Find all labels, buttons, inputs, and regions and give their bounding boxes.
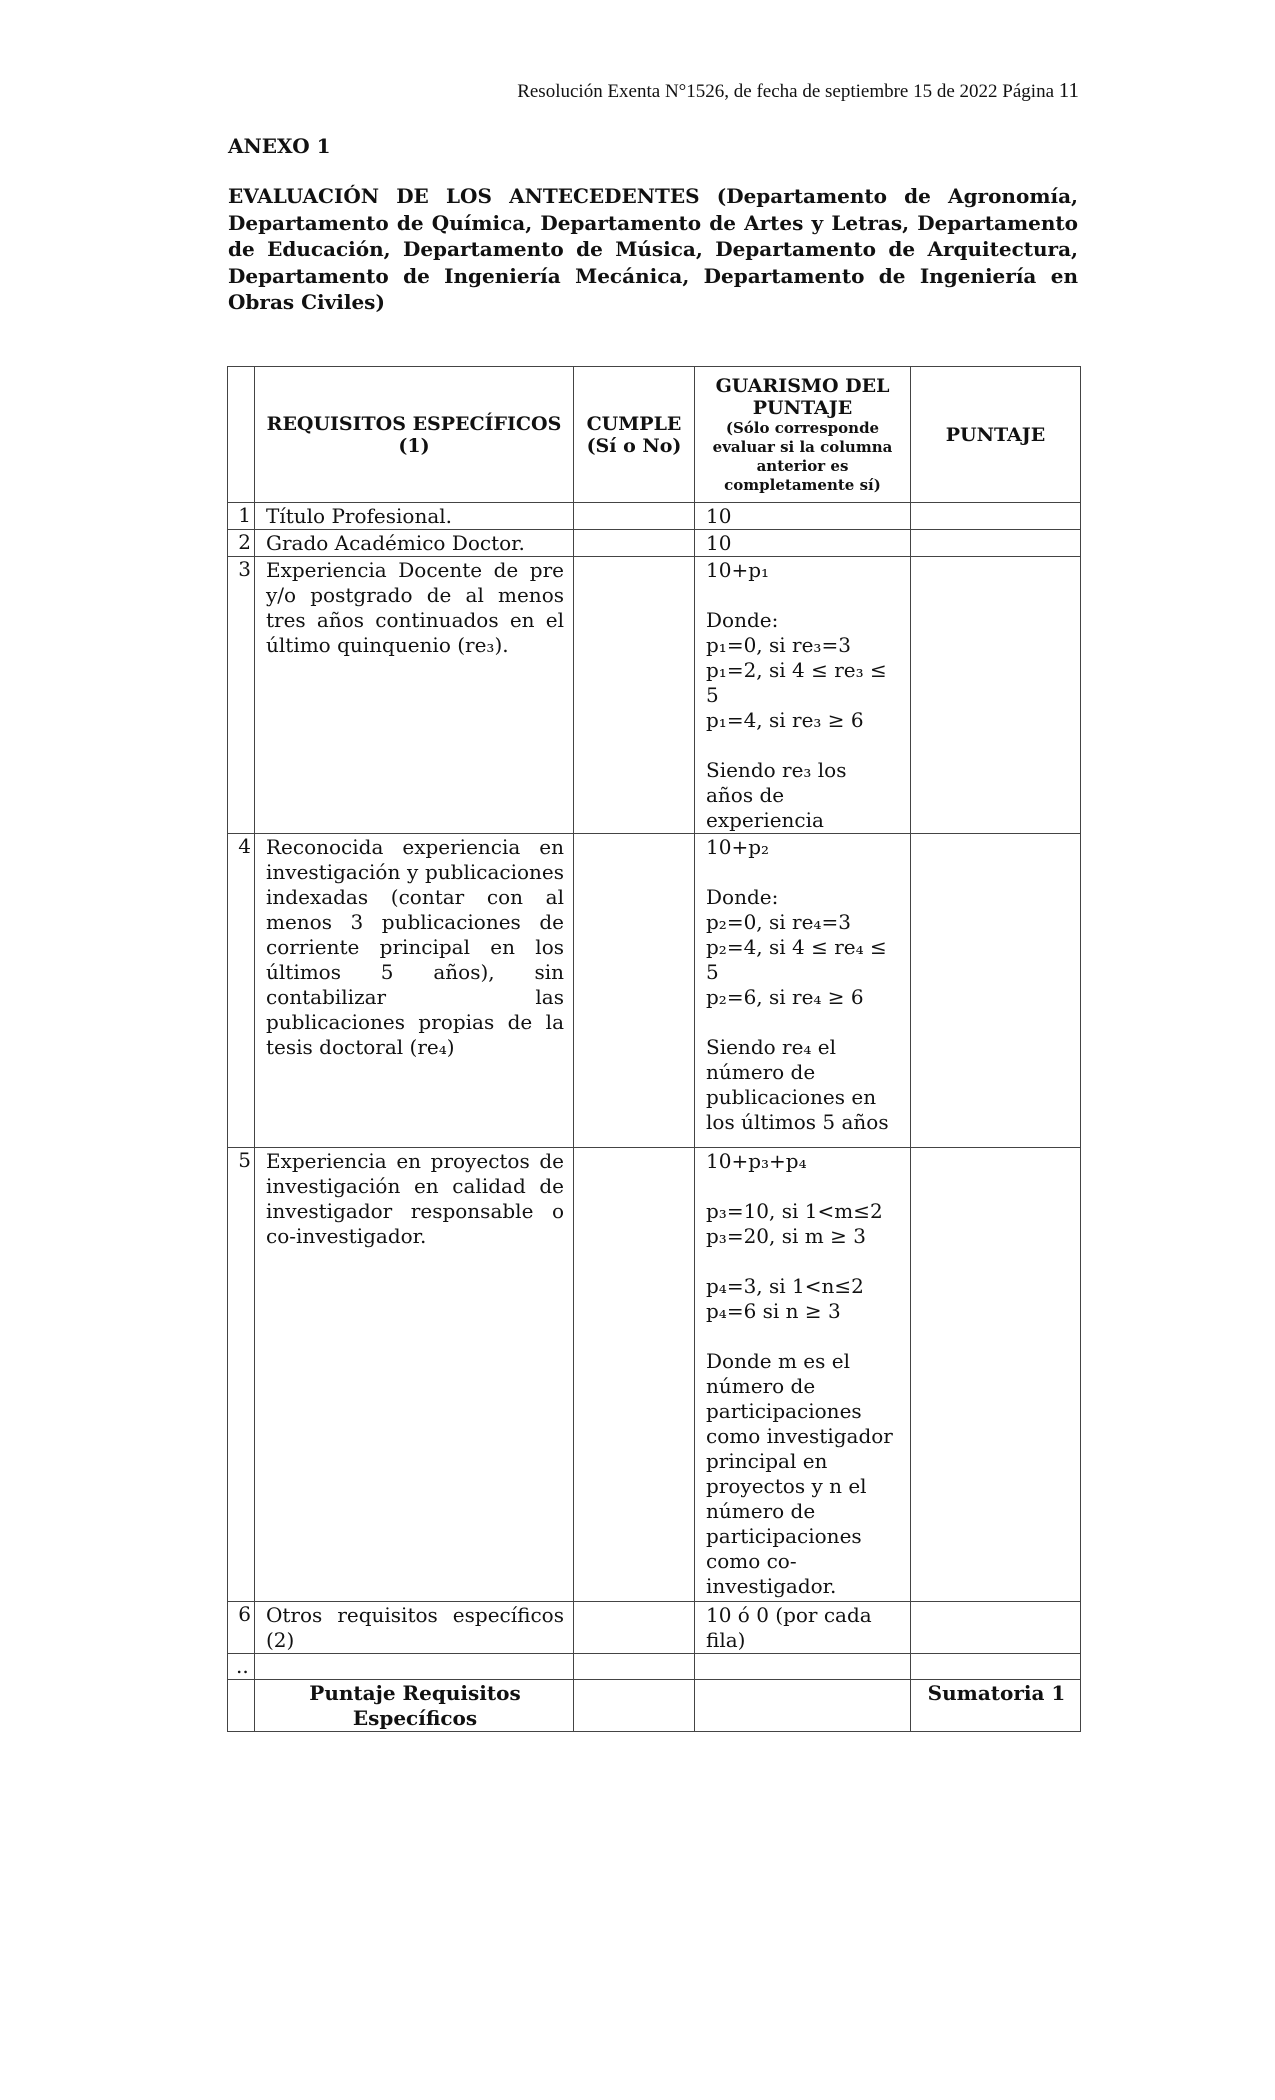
- guarismo-cell: [695, 530, 911, 557]
- cumple-cell: [574, 530, 695, 557]
- guarismo-line: como investigador: [706, 1424, 893, 1448]
- guarismo-line: 10+p₂: [706, 835, 770, 859]
- guarismo-line: investigador.: [706, 1574, 837, 1598]
- guarismo-line: p₄=3, si 1<n≤2: [706, 1274, 864, 1298]
- table-row: [228, 834, 1081, 1148]
- annex-title: ANEXO 1: [228, 134, 331, 158]
- row-number: 1: [228, 503, 255, 530]
- row-number: 6: [228, 1602, 255, 1654]
- empty-cell: [695, 1680, 911, 1732]
- row-number: 2: [228, 530, 255, 557]
- empty-cell: [695, 1654, 911, 1680]
- header-cumple: [574, 367, 695, 503]
- puntaje-cell: [911, 834, 1081, 1148]
- guarismo-line: los últimos 5 años: [706, 1110, 889, 1134]
- guarismo-gap: [706, 1174, 901, 1199]
- guarismo-line: 10 ó 0 (por cada: [706, 1603, 872, 1627]
- guarismo-line: participaciones: [706, 1399, 862, 1423]
- guarismo-gap: [706, 1010, 901, 1035]
- requirements-table: [227, 366, 1081, 1732]
- guarismo-line: Donde:: [706, 885, 779, 909]
- table-row: [228, 557, 1081, 834]
- guarismo-line: p₄=6 si n ≥ 3: [706, 1299, 841, 1323]
- table-row: [228, 503, 1081, 530]
- total-row: [228, 1680, 1081, 1732]
- guarismo-gap: [706, 1249, 901, 1274]
- guarismo-line: p₁=4, si re₃ ≥ 6: [706, 708, 864, 732]
- guarismo-line: publicaciones en: [706, 1085, 877, 1109]
- table-row: [228, 530, 1081, 557]
- guarismo-line: número de: [706, 1060, 816, 1084]
- requisito-cell: Otros requisitos específicos (2): [255, 1602, 574, 1654]
- puntaje-cell: [911, 557, 1081, 834]
- guarismo-gap: [706, 1324, 901, 1349]
- cumple-cell: [574, 503, 695, 530]
- header-number: [228, 367, 255, 503]
- guarismo-line: p₂=4, si 4 ≤ re₄ ≤ 5: [706, 935, 887, 984]
- page-header: [517, 78, 1079, 103]
- guarismo-cell: [695, 834, 911, 1148]
- header-guarismo-label: GUARISMO DEL: [715, 374, 890, 397]
- guarismo-line: participaciones: [706, 1524, 862, 1548]
- guarismo-cell: [695, 503, 911, 530]
- empty-cell: [574, 1654, 695, 1680]
- header-puntaje: PUNTAJE: [911, 367, 1081, 503]
- guarismo-line: p₃=20, si m ≥ 3: [706, 1224, 866, 1248]
- guarismo-line: p₁=2, si 4 ≤ re₃ ≤ 5: [706, 658, 887, 707]
- puntaje-cell: [911, 1148, 1081, 1602]
- guarismo-line: Donde m es el: [706, 1349, 850, 1373]
- empty-cell: [911, 1654, 1081, 1680]
- table-body: [228, 503, 1081, 1654]
- guarismo-line: número de: [706, 1499, 816, 1523]
- guarismo-cell: [695, 1148, 911, 1602]
- ellipsis-row: [228, 1654, 1081, 1680]
- guarismo-line: p₂=6, si re₄ ≥ 6: [706, 985, 864, 1009]
- puntaje-cell: [911, 530, 1081, 557]
- cumple-cell: [574, 834, 695, 1148]
- row-number: 4: [228, 834, 255, 1148]
- empty-cell: [228, 1680, 255, 1732]
- guarismo-line: 10: [706, 504, 732, 528]
- header-cumple-label: CUMPLE: [586, 412, 682, 435]
- row-number: 5: [228, 1148, 255, 1602]
- header-requisitos-note: (1): [398, 434, 430, 457]
- header-requisitos-label: REQUISITOS ESPECÍFICOS: [266, 412, 562, 435]
- header-requisitos: [255, 367, 574, 503]
- requisito-cell: Título Profesional.: [255, 503, 574, 530]
- requisito-cell: Experiencia Docente de pre y/o postgrado de al menos tres años continuados en el último quinquenio (re₃).: [255, 557, 574, 834]
- guarismo-cell: [695, 1602, 911, 1654]
- guarismo-line: p₂=0, si re₄=3: [706, 910, 851, 934]
- cumple-cell: [574, 1602, 695, 1654]
- guarismo-line: proyectos y n el: [706, 1474, 867, 1498]
- ellipsis-cell: ..: [228, 1654, 255, 1680]
- cumple-cell: [574, 1148, 695, 1602]
- guarismo-line: experiencia: [706, 808, 824, 832]
- guarismo-line: Siendo re₄ el: [706, 1035, 837, 1059]
- header-guarismo: [695, 367, 911, 503]
- table-header-row: [228, 367, 1081, 503]
- total-value: Sumatoria 1: [911, 1680, 1081, 1732]
- table-row: [228, 1148, 1081, 1602]
- guarismo-line: Siendo re₃ los: [706, 758, 847, 782]
- guarismo-line: 10+p₃+p₄: [706, 1149, 807, 1173]
- empty-cell: [574, 1680, 695, 1732]
- table-row: [228, 1602, 1081, 1654]
- guarismo-line: años de: [706, 783, 785, 807]
- guarismo-gap: [706, 583, 901, 608]
- row-number: 3: [228, 557, 255, 834]
- guarismo-line: como co-: [706, 1549, 797, 1573]
- header-cumple-sub: (Sí o No): [586, 434, 682, 457]
- guarismo-line: p₁=0, si re₃=3: [706, 633, 851, 657]
- puntaje-cell: [911, 1602, 1081, 1654]
- puntaje-cell: [911, 503, 1081, 530]
- guarismo-line: p₃=10, si 1<m≤2: [706, 1199, 883, 1223]
- requisito-cell: Grado Académico Doctor.: [255, 530, 574, 557]
- guarismo-line: principal en: [706, 1449, 828, 1473]
- guarismo-cell: [695, 557, 911, 834]
- requisito-cell: Experiencia en proyectos de investigación en calidad de investigador responsable o co-investigador.: [255, 1148, 574, 1602]
- requisito-cell: Reconocida experiencia en investigación y publicaciones indexadas (contar con al menos 3 publicaciones de corriente principal en los últimos 5 años), sin contabilizar las publicaciones propias de la tesis doctoral (re₄): [255, 834, 574, 1148]
- cumple-cell: [574, 557, 695, 834]
- guarismo-gap: [706, 860, 901, 885]
- guarismo-line: número de: [706, 1374, 816, 1398]
- guarismo-line: 10: [706, 531, 732, 555]
- page-number: 11: [1058, 78, 1079, 102]
- header-guarismo-label-2: PUNTAJE: [752, 396, 853, 419]
- guarismo-gap: [706, 733, 901, 758]
- resolution-text: Resolución Exenta N°1526, de fecha de septiembre 15 de 2022 Página: [517, 81, 1055, 102]
- guarismo-line: 10+p₁: [706, 558, 770, 582]
- header-guarismo-note: (Sólo corresponde evaluar si la columna anterior es completamente sí): [712, 418, 893, 494]
- guarismo-line: fila): [706, 1628, 746, 1652]
- total-label: Puntaje Requisitos Específicos: [255, 1680, 574, 1732]
- empty-cell: [255, 1654, 574, 1680]
- section-title: EVALUACIÓN DE LOS ANTECEDENTES (Departamento de Agronomía, Departamento de Química, Departamento de Artes y Letras, Departamento de Educación, Departamento de Música, Departamento de Arquitectura, Departamento de Ingeniería Mecánica, Departamento de Ingeniería en Obras Civiles): [228, 184, 1078, 314]
- guarismo-line: Donde:: [706, 608, 779, 632]
